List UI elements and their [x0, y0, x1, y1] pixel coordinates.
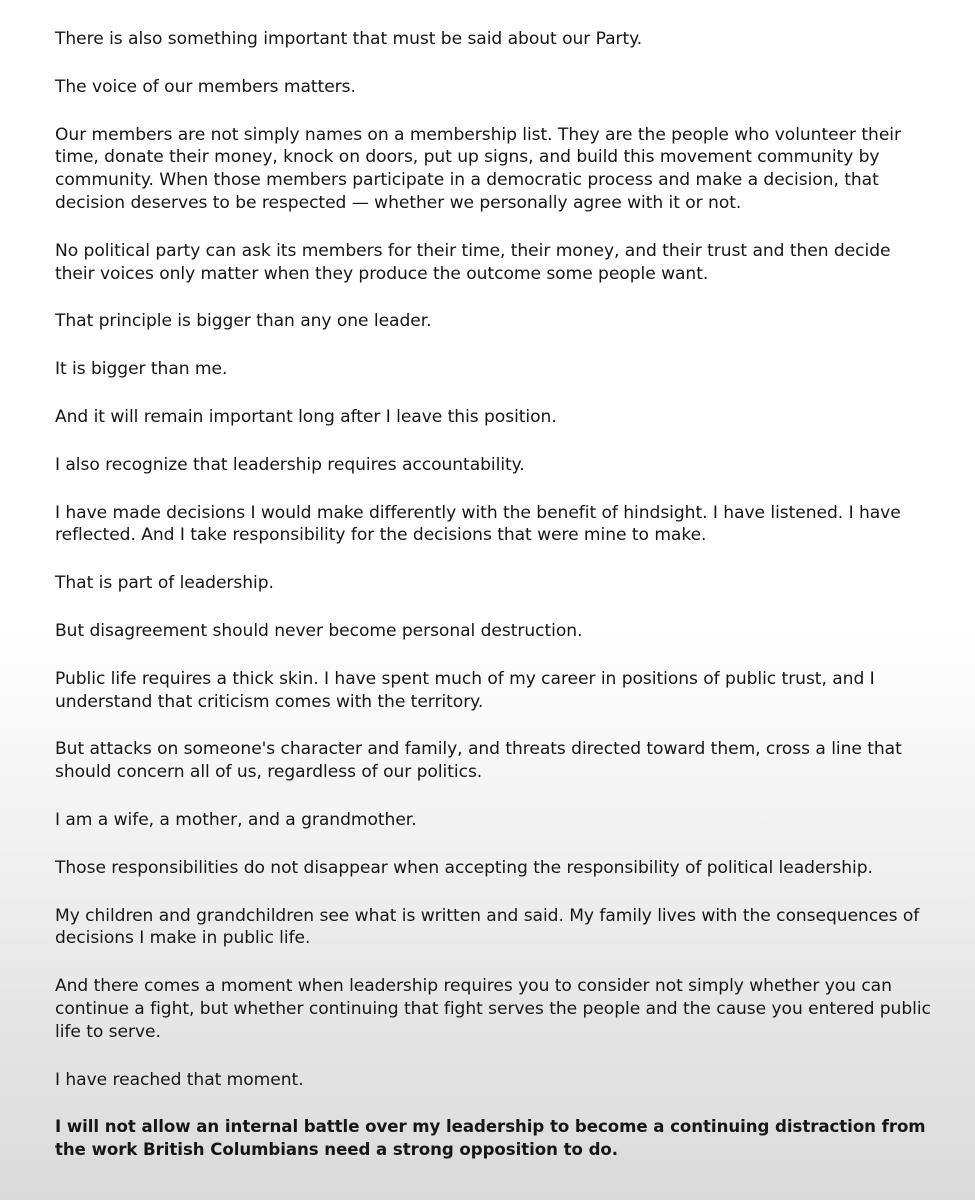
- paragraph-9: I have made decisions I would make differently with the benefit of hindsight. I have listened. I have reflected. And I take responsibility for the decisions that were mine to make.: [55, 502, 901, 546]
- paragraph-2: The voice of our members matters.: [55, 76, 356, 97]
- paragraph-17: And there comes a moment when leadership requires you to consider not simply whether you can continue a fight, but whether continuing that fight serves the people and the cause you entered public life to serve.: [55, 976, 931, 1042]
- paragraph-13: But attacks on someone's character and family, and threats directed toward them, cross a line that should concern all of us, regardless of our politics.: [55, 739, 902, 783]
- paragraph-3: Our members are not simply names on a membership list. They are the people who volunteer their time, donate their money, knock on doors, put up signs, and build this movement community by community. When those members participate in a democratic process and make a decision, that decision deserves to be respected — whether we personally agree with it or not.: [55, 124, 901, 213]
- paragraph-7: And it will remain important long after I leave this position.: [55, 406, 557, 427]
- paragraph-16: My children and grandchildren see what is written and said. My family lives with the consequences of decisions I make in public life.: [55, 905, 920, 949]
- paragraph-18: I have reached that moment.: [55, 1069, 304, 1090]
- paragraph-4: No political party can ask its members for their time, their money, and their trust and then decide their voices only matter when they produce the outcome some people want.: [55, 240, 891, 284]
- paragraph-15: Those responsibilities do not disappear when accepting the responsibility of political leadership.: [55, 857, 873, 878]
- paragraph-6: It is bigger than me.: [55, 359, 228, 380]
- paragraph-5: That principle is bigger than any one leader.: [55, 311, 432, 332]
- paragraph-1: There is also something important that must be said about our Party.: [55, 29, 643, 49]
- statement-document: [55, 28, 935, 1187]
- closing-statement-bold: I will not allow an internal battle over my leadership to become a continuing distraction from the work British Columbians need a strong opposition to do.: [55, 1117, 926, 1160]
- paragraph-14: I am a wife, a mother, and a grandmother.: [55, 809, 417, 830]
- paragraph-8: I also recognize that leadership requires accountability.: [55, 454, 525, 475]
- paragraph-10: That is part of leadership.: [55, 573, 274, 594]
- paragraph-11: But disagreement should never become personal destruction.: [55, 620, 583, 641]
- paragraph-12: Public life requires a thick skin. I have spent much of my career in positions of public trust, and I understand that criticism comes with the territory.: [55, 668, 875, 712]
